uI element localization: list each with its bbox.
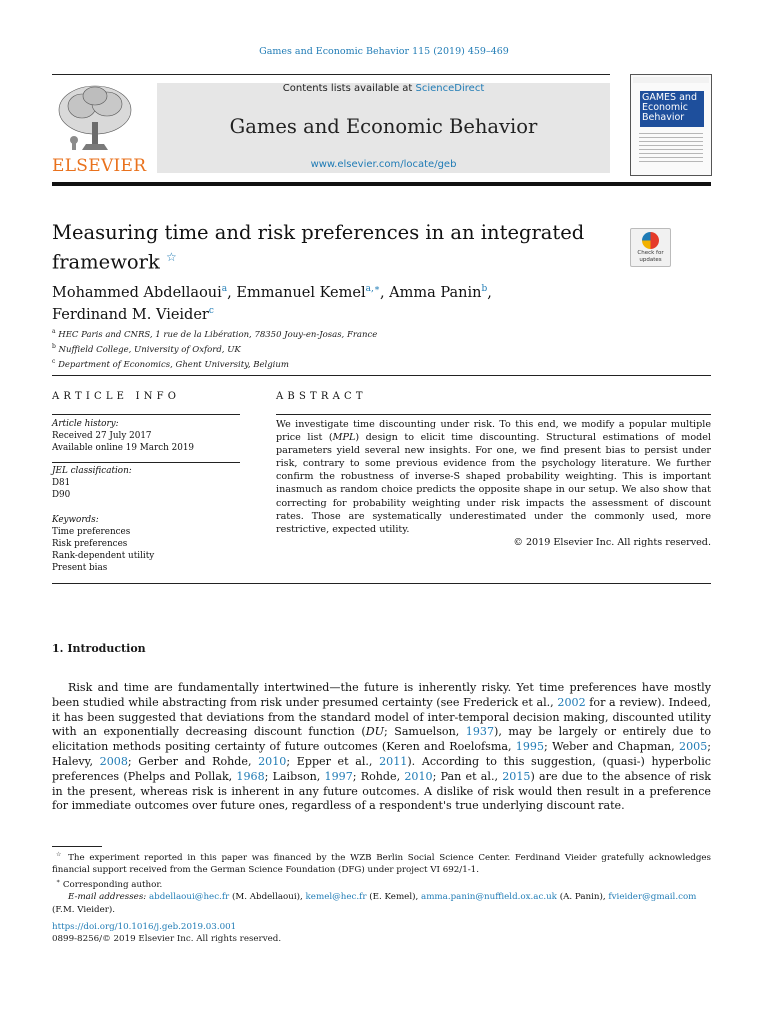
email-link[interactable]: fvieider@gmail.com	[608, 892, 697, 903]
doi-link[interactable]: https://doi.org/10.1016/j.geb.2019.03.001	[52, 922, 237, 932]
article-title: Measuring time and risk preferences in an integrated framework ☆	[52, 221, 585, 274]
footnote-funding: ☆ The experiment reported in this paper was financed by the WZB Berlin Social Science Center. Ferdinand Vieider gratefully acknowledges financial support received from the German Science Foundation (DFG) under project VI 692/1-1.	[52, 851, 712, 876]
affiliation: $^a$ HEC Paris and CNRS, 1 rue de la Libération, 78350 Jouy-en-Josas, France	[52, 328, 378, 340]
citation-link[interactable]: 1968	[236, 769, 265, 783]
journal-name: Games and Economic Behavior	[229, 115, 538, 138]
header-rule	[52, 74, 610, 75]
article-history: Article history: Received 27 July 2017 Available online 19 March 2019	[52, 419, 195, 453]
author: Ferdinand M. Vieider	[52, 306, 209, 323]
footnotes	[52, 849, 711, 916]
section-rule	[52, 375, 711, 376]
article-info-heading: ARTICLE INFO	[52, 391, 181, 402]
abstract-heading: ABSTRACT	[276, 391, 367, 402]
footnote-rule	[52, 846, 102, 847]
article-info-rule	[52, 414, 240, 415]
author: Emmanuel Kemel	[236, 284, 366, 301]
cover-header	[633, 77, 709, 83]
abstract-rule	[276, 414, 711, 415]
introduction-paragraph: Risk and time are fundamentally intertwined—the future is inherently risky. Yet time preferences have mostly been studied while abstracting from risk under presumed certainty (see Frederick et al., 2002 for a review). Indeed, it has been suggested that deviations from the standard model of inter-temporal decision making, discounted utility with an exponentially decreasing discount function (DU; Samuelson, 1937), may be largely or entirely due to elicitation methods positing certainty of future outcomes (Keren and Roelofsma, 1995; Weber and Chapman, 2005; Halevy, 2008; Gerber and Rohde, 2010; Epper et al., 2011). According to this suggestion, (quasi-) hyperbolic preferences (Phelps and Pollak, 1968; Laibson, 1997; Rohde, 2010; Pan et al., 2015) are due to the absence of risk in the present, whereas risk is inherent in any future outcomes. A dislike of risk would then result in a preference for immediate outcomes over future ones, regardless of a respondent's true underlying discount rate.	[52, 681, 712, 813]
issn-copyright: 0899-8256/© 2019 Elsevier Inc. All rights reserved.	[52, 934, 282, 945]
keyword: Present bias	[52, 563, 108, 573]
elsevier-logo	[52, 82, 147, 178]
section-heading-introduction: 1. Introduction	[52, 642, 146, 655]
citation-link[interactable]: 2005	[679, 740, 708, 754]
crossmark-icon	[642, 232, 659, 249]
footnote-email-owner: (F.M. Vieider).	[52, 904, 116, 915]
cover-text-lines	[639, 133, 703, 163]
journal-citation-link[interactable]: Games and Economic Behavior 115 (2019) 459–469	[259, 46, 509, 57]
author: Mohammed Abdellaoui	[52, 284, 222, 301]
author: Amma Panin	[389, 284, 482, 301]
sciencedirect-link[interactable]: ScienceDirect	[415, 83, 485, 94]
cover-title: GAMES and Economic Behavior	[640, 91, 704, 127]
citation-link[interactable]: 1937	[465, 725, 495, 739]
keyword: Rank-dependent utility	[52, 551, 155, 561]
email-link[interactable]: kemel@hec.fr	[305, 892, 367, 903]
affiliations	[52, 326, 652, 370]
email-link[interactable]: abdellaoui@hec.fr	[148, 892, 230, 903]
affiliation: $^c$ Department of Economics, Ghent University, Belgium	[52, 357, 289, 370]
keyword: Risk preferences	[52, 539, 128, 549]
citation-link[interactable]: 1995	[515, 740, 545, 754]
citation-link[interactable]: 2010	[404, 769, 433, 783]
email-link[interactable]: amma.panin@nuffield.ox.ac.uk	[421, 892, 557, 903]
citation-link[interactable]: 2010	[258, 754, 287, 768]
jel-classification: JEL classification: D81 D90	[52, 466, 132, 500]
author-affil-mark[interactable]: a	[221, 284, 228, 294]
footnote-emails: E-mail addresses: abdellaoui@hec.fr (M. Abdellaoui), kemel@hec.fr (E. Kemel), amma.panin@nuffield.ox.ac.uk (A. Panin), fvieider@gmail.com	[68, 892, 697, 903]
doi-block	[52, 921, 281, 945]
journal-banner	[157, 83, 610, 173]
author-list: Mohammed Abdellaoui$^a$, Emmanuel Kemel$^{a,∗}$, Amma Panin$^b$, Ferdinand M. Vieider$^c$	[52, 284, 492, 323]
check-for-updates-button[interactable]	[630, 228, 671, 267]
keywords: Keywords: Time preferences Risk preferences Rank-dependent utility Present bias	[52, 514, 240, 574]
author-affil-mark[interactable]: c	[208, 305, 214, 316]
journal-cover-thumbnail[interactable]	[630, 74, 712, 176]
section-rule	[52, 583, 711, 584]
contents-line: Contents lists available at ScienceDirect	[282, 83, 485, 94]
crossmark-label: Check for updates	[637, 250, 664, 263]
elsevier-tree-icon	[52, 82, 138, 154]
header-thick-rule	[52, 182, 711, 186]
citation-link[interactable]: 2008	[99, 754, 128, 768]
author-affil-mark[interactable]: a,∗	[365, 284, 380, 294]
author-affil-mark[interactable]: b	[481, 284, 488, 294]
journal-homepage-link[interactable]: www.elsevier.com/locate/geb	[310, 159, 457, 170]
citation-link[interactable]: 2002	[557, 695, 586, 709]
affiliation: $^b$ Nuffield College, University of Oxford, UK	[52, 342, 241, 355]
citation-link[interactable]: 2011	[379, 754, 408, 768]
abstract-text: We investigate time discounting under risk. To this end, we modify a popular multiple price list (MPL) design to elicit time discounting. Structural estimations of model parameters yield several new insights. For one, we find present bias to persist under risk, contrary to some previous evidence from the psychology literature. We further confirm the robustness of inverse-S shaped probability weighting. This is important inasmuch as random choice predicts the opposite shape in our setup. We also show that correcting for probability weighting under risk impacts the assessment of discount rates. Those are systematically underestimated under the commonly used, more restrictive, expected utility. © 2019 Elsevier Inc. All rights reserved.	[276, 419, 711, 548]
title-footnote-star[interactable]: ☆	[165, 250, 177, 264]
footnote-corresponding: ∗ Corresponding author.	[56, 878, 163, 891]
abstract-copyright: © 2019 Elsevier Inc. All rights reserved.	[513, 536, 711, 548]
article-info-rule	[52, 462, 240, 463]
elsevier-wordmark: ELSEVIER	[52, 156, 147, 176]
citation-link[interactable]: 1997	[324, 769, 353, 783]
keyword: Time preferences	[52, 527, 131, 537]
citation-link[interactable]: 2015	[502, 769, 531, 783]
